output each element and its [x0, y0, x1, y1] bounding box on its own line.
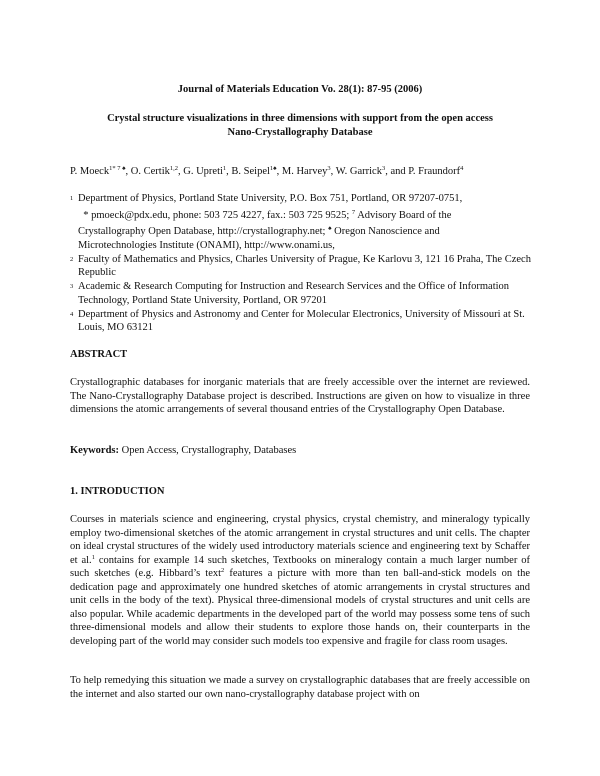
keywords: [70, 445, 296, 456]
affiliation-item: [70, 280, 540, 307]
author-name: O. Certik: [130, 166, 170, 177]
author-name: P. Fraundorf: [408, 166, 461, 177]
affiliation-mark: ♠: [328, 225, 332, 232]
affiliation-text: Faculty of Mathematics and Physics, Charles University of Prague, Ke Karlovu 3, 121 16 Praha, The Czech Republic: [78, 253, 531, 278]
author-marks: 3: [381, 165, 386, 172]
author-list: [70, 165, 550, 177]
author-separator: ,: [226, 166, 232, 177]
affiliation-number: 4: [70, 310, 74, 318]
affiliation-item: [70, 192, 540, 252]
affiliation-line: * pmoeck@pdx.edu, phone: 503 725 4227, fax.: 503 725 9525;: [83, 209, 350, 221]
paragraph-text: features a picture with more than ten ball-and-stick models on the dedication page and approximately one hundred sketches of atomic arrangements in crystal structures and unit cells in the body of the text). Physical three-dimensional models of crystal structures and unit cells are also popular. While academic departments in the developed part of the world may possess some tens of such three-dimensional models and allow their students to explore those hands on, their counterparts in the developing part of the world may consider such models too expensive and fragile for class room usages.: [70, 568, 530, 647]
keywords-label: Keywords:: [70, 445, 119, 456]
keywords-text: Open Access, Crystallography, Databases: [121, 445, 297, 456]
author-name: M. Harvey: [281, 166, 328, 177]
author-name: B. Seipel: [231, 166, 270, 177]
affiliation-line: Oregon Nanoscience and: [334, 226, 440, 237]
author-marks: 3: [327, 165, 331, 172]
author-marks: 4: [460, 165, 464, 172]
introduction-heading: 1. INTRODUCTION: [70, 486, 165, 497]
citation-ref: 2: [221, 567, 225, 574]
abstract-text: Crystallographic databases for inorganic materials that are freely accessible over the internet are reviewed. The Nano-Crystallography Database project is described. Instructions are given on how to visualize in three dimensions the atomic arrangements of several thousand entries of the Crystallography Open Database.: [70, 377, 530, 415]
affiliation-text: Department of Physics and Astronomy and Center for Molecular Electronics, University of Missouri at St. Louis, MO 63121: [78, 308, 525, 333]
author-separator: ,: [178, 166, 184, 177]
author-name: P. Moeck: [70, 166, 110, 177]
author-marks: 1,2: [169, 165, 178, 172]
affiliation-text: Academic & Research Computing for Instruction and Research Services and the Office of Information Technology, Portland State University, Portland, OR 97201: [78, 281, 510, 306]
abstract-heading: ABSTRACT: [70, 349, 128, 360]
journal-citation: Journal of Materials Education Vo. 28(1): 87-95 (2006): [177, 84, 423, 95]
affiliation-item: [70, 308, 540, 335]
affiliation-item: [70, 253, 540, 280]
author-separator: ,: [330, 166, 336, 177]
introduction-paragraph-1: [70, 513, 530, 648]
affiliation-number: 3: [70, 283, 74, 290]
author-marks: 1* 7 ♠: [109, 165, 126, 172]
affiliation-line: Crystallography Open Database, http://crystallography.net;: [78, 226, 326, 237]
paragraph-text: contains for example 14 such sketches, Textbooks on mineralogy contain a much larger number of such sketches (e.g. Hibbard’s text: [70, 554, 530, 579]
introduction-paragraph-2: To help remedying this situation we made a survey on crystallographic databases that are freely accessible on the internet and also started our own nano-crystallography database project with on: [70, 675, 530, 700]
citation-ref: 1: [91, 553, 95, 561]
author-name: G. Upreti: [183, 166, 223, 177]
affiliation-list: [70, 192, 540, 335]
affiliation-line: Advisory Board of the: [357, 209, 452, 221]
author-separator: ,: [125, 166, 131, 177]
affiliation-line: Microtechnologies Institute (ONAMI), http://www.onami.us,: [78, 239, 335, 251]
affiliation-line: Department of Physics, Portland State University, P.O. Box 751, Portland, OR 97207-0751,: [78, 193, 463, 204]
author-marks: 1: [222, 165, 227, 172]
author-separator: , and: [385, 166, 409, 177]
paragraph-text: Courses in materials science and engineering, crystal physics, crystal chemistry, and mineralogy typically employ two-dimensional sketches of the atomic arrangement in crystal structures and unit cells. The chapter on ideal crystal structures of the widely used introductory materials science and engineering text by Schaffer et al.: [70, 514, 530, 566]
title-line-2: Nano-Crystallography Database: [227, 127, 373, 138]
author-name: W. Garrick: [335, 166, 382, 177]
title-line-1: Crystal structure visualizations in three dimensions with support from the open access: [107, 113, 493, 124]
affiliation-number: 2: [70, 255, 74, 263]
affiliation-mark: 7: [351, 208, 356, 216]
affiliation-text: [78, 192, 540, 252]
affiliation-number: 1: [70, 195, 74, 202]
author-separator: ,: [276, 166, 282, 177]
author-marks: 1♠: [269, 165, 277, 172]
paper-title: [60, 112, 540, 140]
